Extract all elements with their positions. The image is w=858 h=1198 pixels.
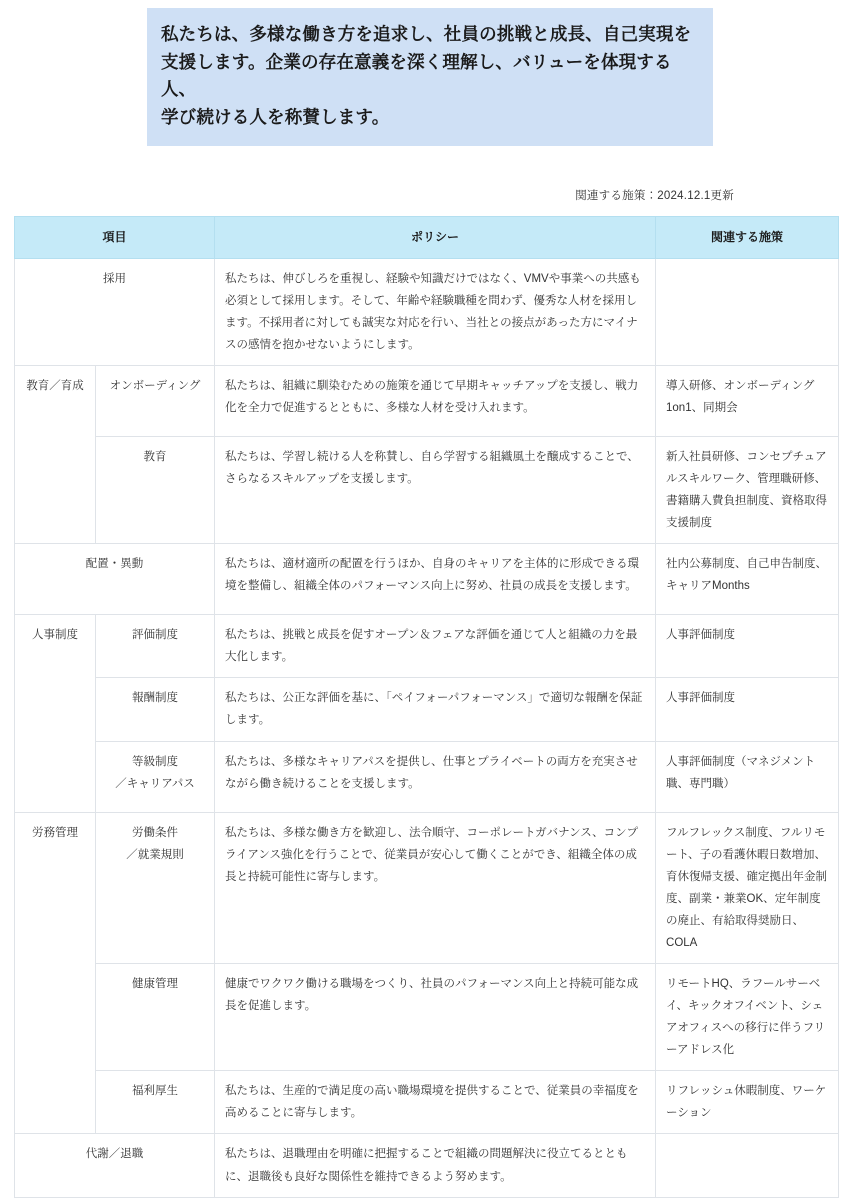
- table-header-row: [15, 216, 839, 258]
- row-group-label: 代謝／退職: [15, 1134, 215, 1197]
- column-header-item: 項目: [15, 216, 215, 258]
- row-measure-text: 人事評価制度: [656, 678, 839, 741]
- row-policy-text: 私たちは、多様なキャリアパスを提供し、仕事とプライベートの両方を充実させながら働き続けることを支援します。: [215, 741, 656, 812]
- row-item-label-line-2: ／就業規則: [126, 848, 184, 861]
- row-measure-text: [656, 1134, 839, 1197]
- row-measure-text: フルフレックス制度、フルリモート、子の看護休暇日数増加、育休復帰支援、確定拠出年金制度、副業・兼業OK、定年制度の廃止、有給取得奨励日、COLA: [656, 812, 839, 963]
- header-banner-wrapper: [0, 0, 858, 146]
- table-row: [15, 1071, 839, 1134]
- row-policy-text: 私たちは、多様な働き方を歓迎し、法令順守、コーポレートガバナンス、コンプライアンス強化を行うことで、従業員が安心して働くことができ、組織全体の成長と持続可能性に寄与します。: [215, 812, 656, 963]
- row-policy-text: 私たちは、組織に馴染むための施策を通じて早期キャッチアップを支援し、戦力化を全力で促進するとともに、多様な人材を受け入れます。: [215, 365, 656, 436]
- row-measure-text: 人事評価制度（マネジメント職、専門職）: [656, 741, 839, 812]
- table-row: [15, 365, 839, 436]
- mission-statement-banner: [147, 8, 713, 146]
- row-item-label: オンボーディング: [96, 365, 215, 436]
- policy-table-head: [15, 216, 839, 258]
- row-item-label: 健康管理: [96, 964, 215, 1071]
- column-header-measure: 関連する施策: [656, 216, 839, 258]
- policy-table-wrapper: [14, 216, 838, 1198]
- table-row: [15, 964, 839, 1071]
- row-policy-text: 健康でワクワク働ける職場をつくり、社員のパフォーマンス向上と持続可能な成長を促進します。: [215, 964, 656, 1071]
- column-header-policy: ポリシー: [215, 216, 656, 258]
- row-measure-text: リフレッシュ休暇制度、ワーケーション: [656, 1071, 839, 1134]
- row-measure-text: 新入社員研修、コンセプチュアルスキルワーク、管理職研修、書籍購入費負担制度、資格取得支援制度: [656, 436, 839, 543]
- row-policy-text: 私たちは、退職理由を明確に把握することで組織の問題解決に役立てるとともに、退職後も良好な関係性を維持できるよう努めます。: [215, 1134, 656, 1197]
- policy-table-body: [15, 258, 839, 1197]
- row-group-label: 教育／育成: [15, 365, 96, 543]
- row-policy-text: 私たちは、挑戦と成長を促すオープン＆フェアな評価を通じて人と組織の力を最大化します。: [215, 615, 656, 678]
- row-item-label: 教育: [96, 436, 215, 543]
- table-row: [15, 436, 839, 543]
- row-item-label: [96, 741, 215, 812]
- row-policy-text: 私たちは、生産的で満足度の高い職場環境を提供することで、従業員の幸福度を高めることに寄与します。: [215, 1071, 656, 1134]
- row-measure-text: リモートHQ、ラフールサーベイ、キックオフイベント、シェアオフィスへの移行に伴うフリーアドレス化: [656, 964, 839, 1071]
- row-item-label: 採用: [15, 258, 215, 365]
- row-measure-text: 人事評価制度: [656, 615, 839, 678]
- table-row: [15, 258, 839, 365]
- row-group-label: 労務管理: [15, 812, 96, 1134]
- row-group-label: 配置・異動: [15, 544, 215, 615]
- table-row: [15, 544, 839, 615]
- row-measure-text: 導入研修、オンボーディング1on1、同期会: [656, 365, 839, 436]
- row-item-label: 報酬制度: [96, 678, 215, 741]
- row-item-label-line-1: 労働条件: [132, 826, 178, 839]
- row-measure-text: 社内公募制度、自己申告制度、キャリアMonths: [656, 544, 839, 615]
- table-row: [15, 1134, 839, 1197]
- mission-statement-line-3: 学び続ける人を称賛します。: [161, 106, 390, 127]
- table-row: [15, 615, 839, 678]
- policy-table: [14, 216, 839, 1198]
- row-item-label: 評価制度: [96, 615, 215, 678]
- row-item-label-line-2: ／キャリアパス: [115, 777, 195, 790]
- row-policy-text: 私たちは、公正な評価を基に、「ペイフォーパフォーマンス」で適切な報酬を保証します。: [215, 678, 656, 741]
- row-policy-text: 私たちは、伸びしろを重視し、経験や知識だけではなく、VMVや事業への共感も必須として採用します。そして、年齢や経験職種を問わず、優秀な人材を採用します。不採用者に対しても誠実な対応を行い、当社との接点があった方にマイナスの感情を抱かせないようにします。: [215, 258, 656, 365]
- table-row: [15, 678, 839, 741]
- mission-statement-line-2: 支援します。企業の存在意義を深く理解し、バリューを体現する人、: [161, 51, 672, 100]
- row-policy-text: 私たちは、適材適所の配置を行うほか、自身のキャリアを主体的に形成できる環境を整備し、組織全体のパフォーマンス向上に努め、社員の成長を支援します。: [215, 544, 656, 615]
- row-item-label-line-1: 等級制度: [132, 755, 178, 768]
- row-item-label: 福利厚生: [96, 1071, 215, 1134]
- row-item-label: [96, 812, 215, 963]
- row-group-label: 人事制度: [15, 615, 96, 812]
- mission-statement-line-1: 私たちは、多様な働き方を追求し、社員の挑戦と成長、自己実現を: [161, 24, 692, 44]
- row-policy-text: 私たちは、学習し続ける人を称賛し、自ら学習する組織風土を醸成することで、さらなるスキルアップを支援します。: [215, 436, 656, 543]
- table-row: [15, 741, 839, 812]
- table-row: [15, 812, 839, 963]
- row-measure-text: [656, 258, 839, 365]
- update-note: 関連する施策：2024.12.1更新: [575, 189, 734, 202]
